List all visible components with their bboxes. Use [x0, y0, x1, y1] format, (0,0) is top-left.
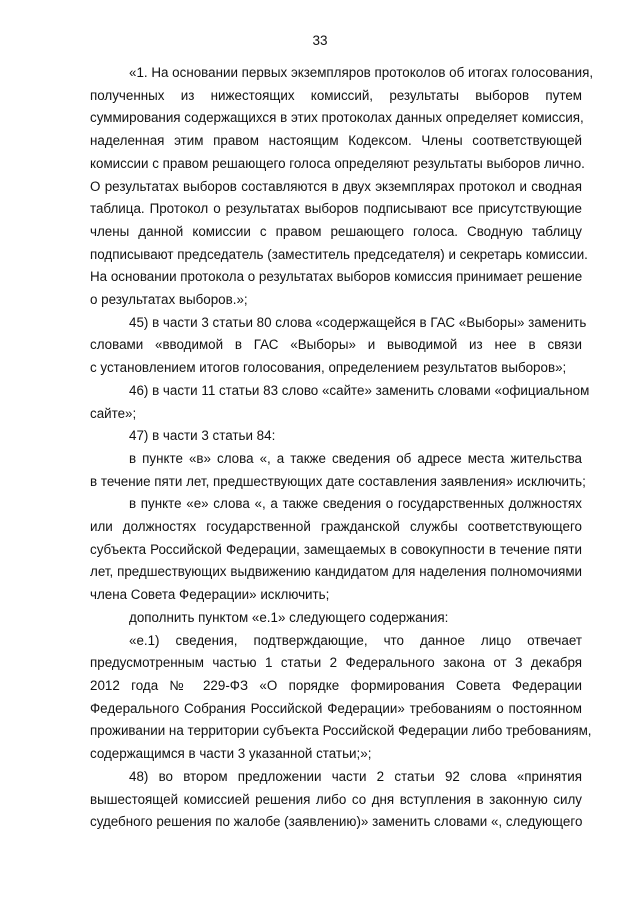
text-line: суммирования содержащихся в этих протоколах данных определяет комиссия,	[90, 110, 584, 126]
text-line: члены данной комиссии с правом решающего голоса. Сводную таблицу	[90, 223, 582, 239]
text-line: Федерального Собрания Российской Федерации» требованиям о постоянном	[90, 700, 582, 716]
paragraph	[90, 630, 592, 766]
text-line: 47) в части 3 статьи 84:	[129, 428, 276, 444]
text-line: вышестоящей комиссией решения либо со дня вступления в законную силу	[90, 791, 582, 807]
text-line: 45) в части 3 статьи 80 слова «содержащейся в ГАС «Выборы» заменить	[129, 314, 587, 330]
text-line: члена Совета Федерации» исключить;	[90, 587, 330, 603]
text-line: 46) в части 11 статьи 83 слово «сайте» заменить словами «официальном	[129, 382, 590, 398]
paragraph	[90, 766, 582, 834]
text-line: о результатах выборов.»;	[90, 292, 248, 308]
text-line: предусмотренным частью 1 статьи 2 Федерального закона от 3 декабря	[90, 655, 582, 671]
paragraph	[90, 380, 590, 425]
paragraph	[90, 312, 587, 380]
paragraph	[90, 425, 582, 448]
text-line: в пункте «е» слова «, а также сведения о государственных должностях	[129, 496, 582, 512]
text-line: наделенная этим правом настоящим Кодексом. Члены соответствующей	[90, 133, 582, 149]
text-line: О результатах выборов составляются в двух экземплярах протокол и сводная	[90, 178, 582, 194]
text-line: в течение пяти лет, предшествующих дате составления заявления» исключить;	[90, 473, 586, 489]
text-line: 2012 года № 229-ФЗ «О порядке формирования Совета Федерации	[90, 677, 582, 693]
paragraph	[90, 607, 582, 630]
page-number: 33	[312, 33, 328, 48]
document-body	[90, 62, 594, 834]
text-line: комиссии с правом решающего голоса определяют результаты выборов лично.	[90, 155, 585, 171]
text-line: лет, предшествующих выдвижению кандидатом для наделения полномочиями	[90, 564, 582, 580]
text-line: «1. На основании первых экземпляров протоколов об итогах голосования,	[129, 65, 594, 80]
paragraph	[90, 448, 586, 493]
text-line: На основании протокола о результатах выборов комиссия принимает решение	[90, 269, 583, 285]
text-line: сайте»;	[90, 405, 137, 421]
paragraph	[90, 62, 594, 312]
text-line: дополнить пунктом «е.1» следующего содержания:	[129, 609, 449, 625]
text-line: полученных из нижестоящих комиссий, результаты выборов путем	[90, 87, 582, 103]
text-line: или должностях государственной гражданской службы соответствующего	[90, 519, 582, 535]
paragraph	[90, 493, 582, 607]
text-line: в пункте «в» слова «, а также сведения об адресе места жительства	[129, 450, 582, 466]
text-line: «е.1) сведения, подтверждающие, что данное лицо отвечает	[129, 632, 582, 648]
text-line: проживании на территории субъекта Российской Федерации либо требованиям,	[90, 723, 592, 739]
text-line: таблица. Протокол о результатах выборов подписывают все присутствующие	[90, 201, 582, 217]
text-line: субъекта Российской Федерации, замещаемых в совокупности в течение пяти	[90, 541, 582, 557]
text-line: судебного решения по жалобе (заявлению)» заменить словами «, следующего	[90, 814, 583, 830]
text-line: словами «вводимой в ГАС «Выборы» и выводимой из нее в связи	[90, 337, 582, 353]
text-line: содержащимся в части 3 указанной статьи;»;	[90, 746, 372, 762]
text-line: с установлением итогов голосования, определением результатов выборов»;	[90, 360, 567, 376]
text-line: подписывают председатель (заместитель председателя) и секретарь комиссии.	[90, 246, 588, 262]
text-line: 48) во втором предложении части 2 статьи 92 слова «принятия	[129, 768, 582, 784]
